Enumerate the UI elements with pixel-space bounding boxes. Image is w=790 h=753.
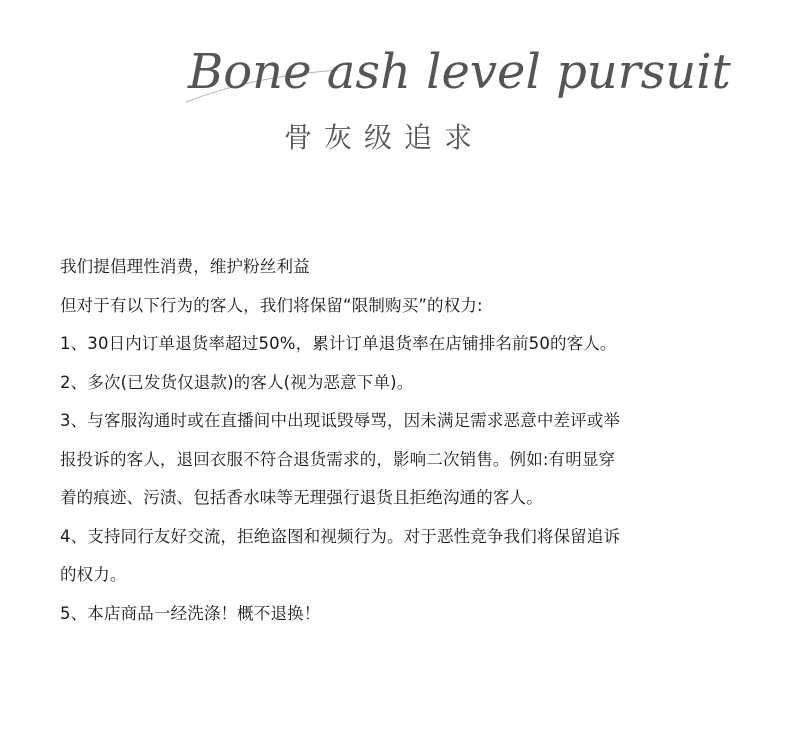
policy-line: 1、30日内订单退货率超过50%，累计订单退货率在店铺排名前50的客人。	[60, 334, 617, 353]
policy-line: 报投诉的客人，退回衣服不符合退货需求的，影响二次销售。例如:有明显穿	[60, 449, 616, 469]
policy-line: 3、与客服沟通时或在直播间中出现诋毁辱骂，因未满足需求恶意中差评或举	[60, 411, 621, 430]
policy-line: 我们提倡理性消费，维护粉丝利益	[60, 257, 310, 276]
policy-line: 4、支持同行友好交流，拒绝盗图和视频行为。对于恶性竞争我们将保留追诉	[60, 526, 621, 546]
policy-line: 但对于有以下行为的客人，我们将保留“限制购买”的权力:	[60, 295, 483, 315]
policy-line: 2、多次(已发货仅退款)的客人(视为恶意下单)。	[60, 372, 414, 392]
store-policy	[60, 248, 760, 633]
brand-chinese-text: 骨灰级追求	[284, 121, 485, 154]
brand-logo-chinese	[280, 116, 520, 156]
brand-logo-script	[178, 30, 731, 110]
brand-script-text: Bone ash level pursuit	[188, 44, 731, 100]
policy-line: 的权力。	[60, 565, 127, 584]
policy-line: 着的痕迹、污渍、包括香水味等无理强行退货且拒绝沟通的客人。	[60, 488, 543, 507]
brand-header	[0, 0, 790, 200]
policy-line: 5、本店商品一经洗涤！概不退换！	[60, 603, 321, 623]
